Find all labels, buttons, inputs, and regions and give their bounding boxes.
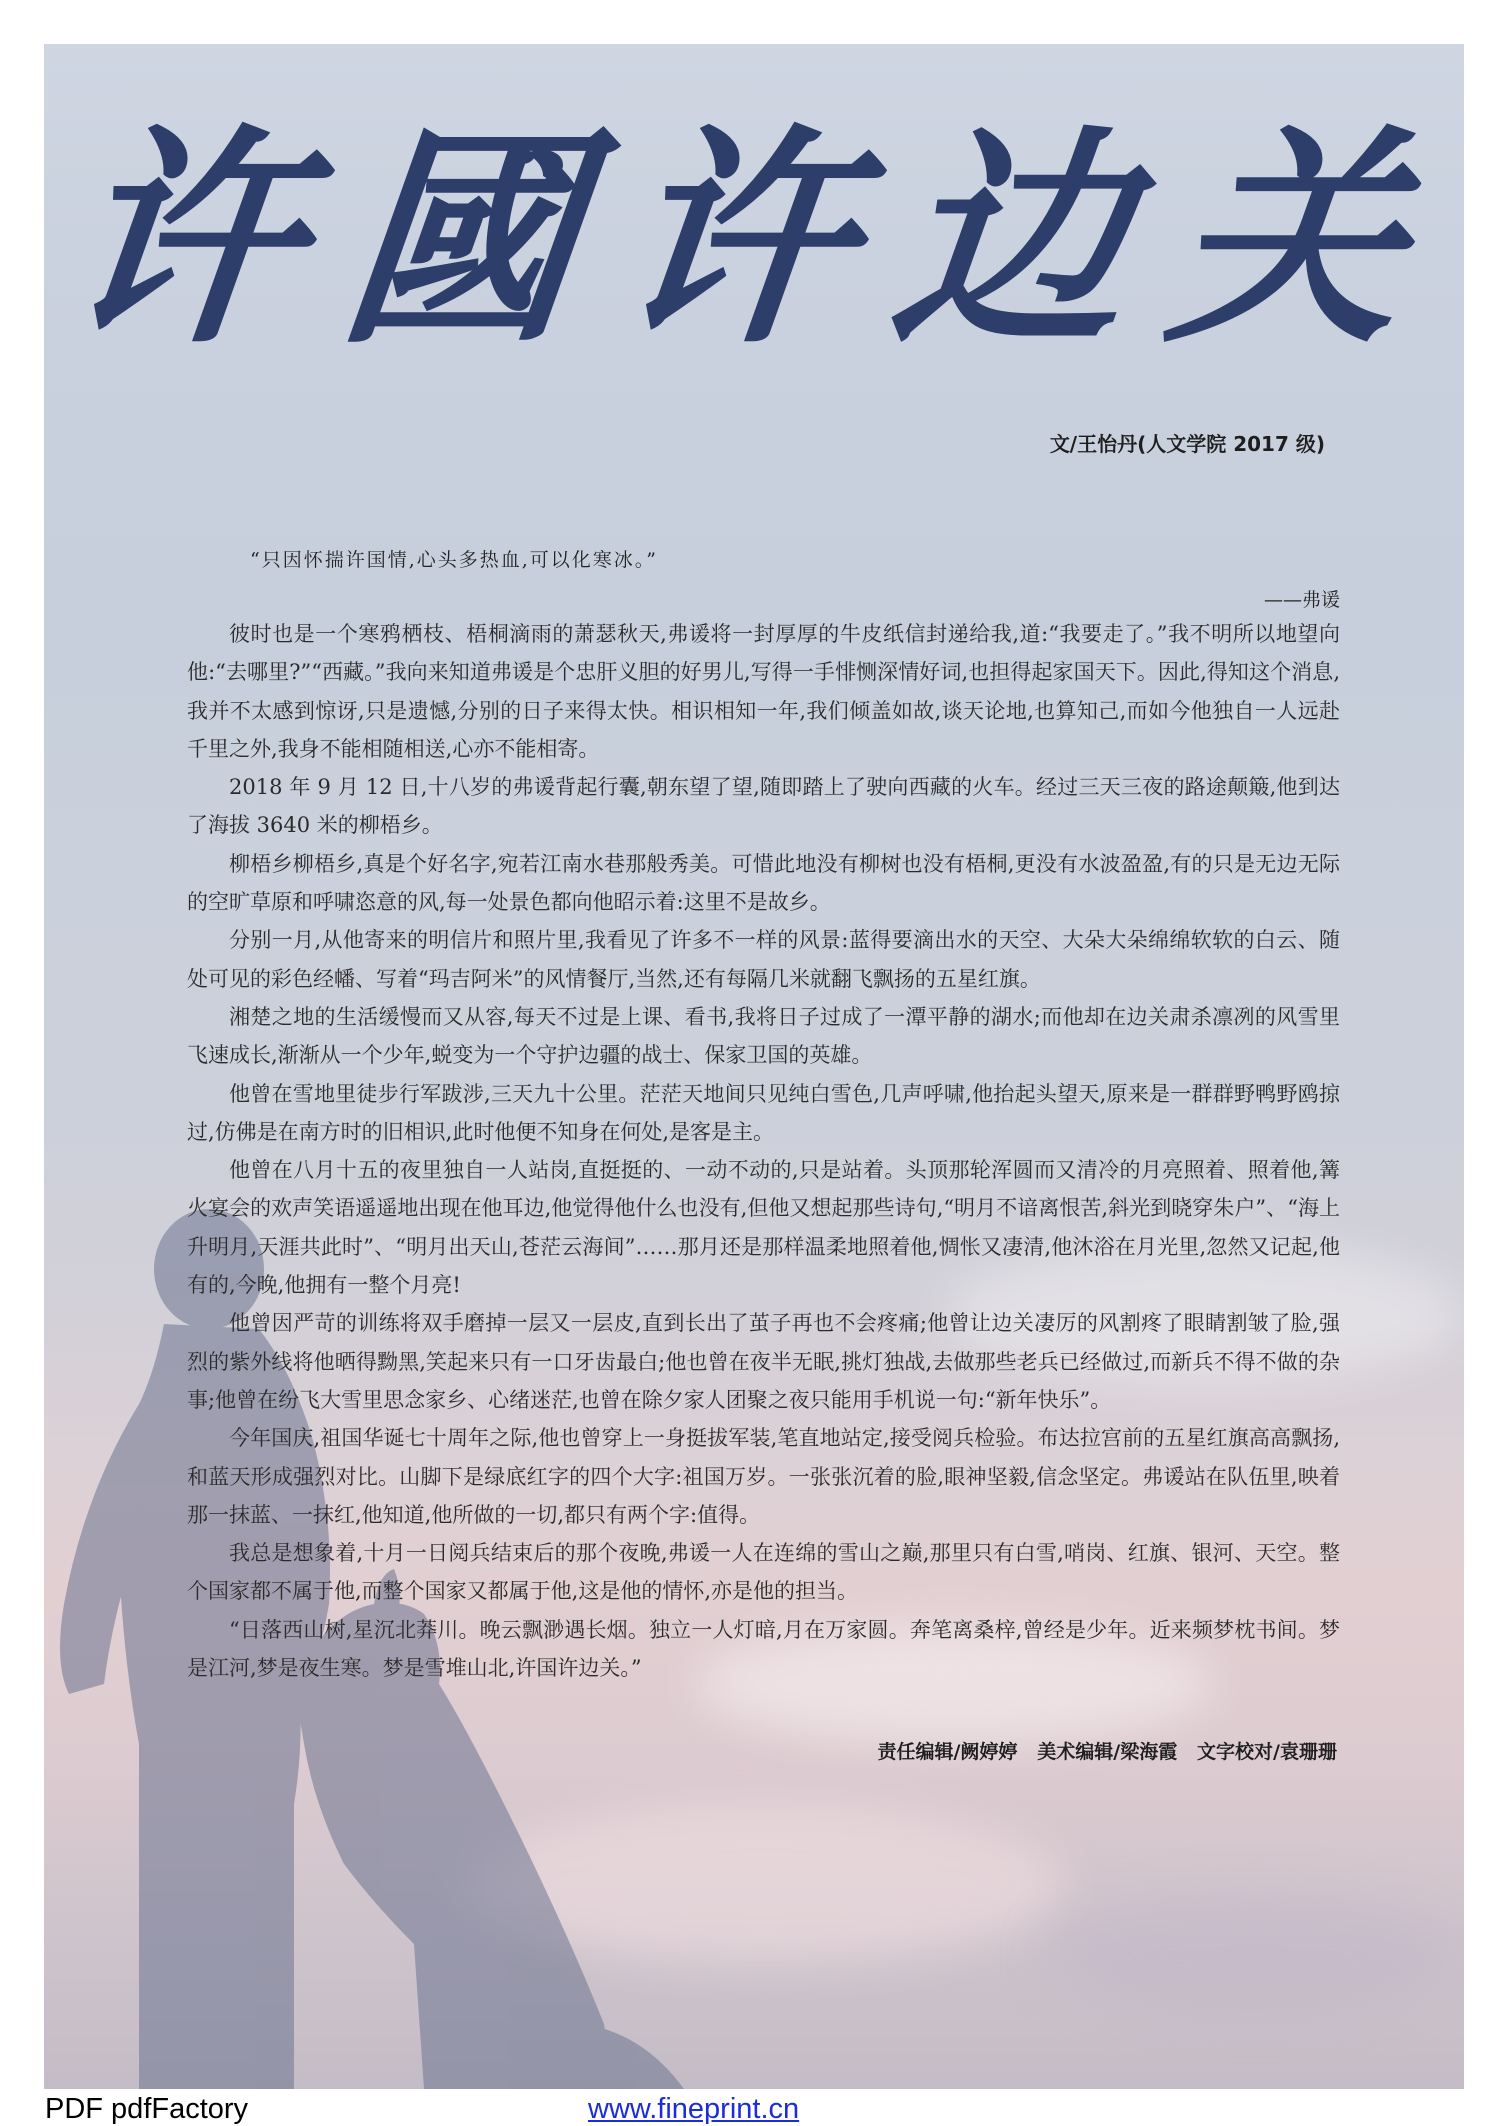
paragraph: 我总是想象着,十月一日阅兵结束后的那个夜晚,弗谖一人在连绵的雪山之巅,那里只有白雪,哨岗、红旗、银河、天空。整个国家都不属于他,而整个国家又都属于他,这是他的情怀,亦是他的担当。	[187, 1541, 1340, 1604]
title-char: 许	[606, 105, 874, 375]
pdf-factory-watermark: PDF pdfFactory	[45, 2093, 249, 2125]
paragraph: 他曾在雪地里徒步行军跋涉,三天九十公里。茫茫天地间只见纯白雪色,几声呼啸,他抬起头望天,原来是一群群野鸭野鸥掠过,仿佛是在南方时的旧相识,此时他便不知身在何处,是客是主。	[187, 1081, 1340, 1144]
article-body	[187, 615, 1340, 1687]
paragraph: “日落西山树,星沉北莽川。晚云飘渺遇长烟。独立一人灯暗,月在万家圆。奔笔离桑梓,曾经是少年。近来频梦枕书间。梦是江河,梦是夜生寒。梦是雪堆山北,许国许边关。”	[187, 1617, 1340, 1681]
title-char: 國	[330, 105, 598, 375]
paragraph: 今年国庆,祖国华诞七十周年之际,他也曾穿上一身挺拔军装,笔直地站定,接受阅兵检验。布达拉宫前的五星红旗高高飘扬,和蓝天形成强烈对比。山脚下是绿底红字的四个大字:祖国万岁。一张张沉着的脸,眼神坚毅,信念坚定。弗谖站在队伍里,映着那一抹蓝、一抹红,他知道,他所做的一切,都只有两个字:值得。	[187, 1426, 1340, 1527]
article-title	[50, 90, 1430, 390]
paragraph: 他曾因严苛的训练将双手磨掉一层又一层皮,直到长出了茧子再也不会疼痛;他曾让边关凄厉的风割疼了眼睛割皱了脸,强烈的紫外线将他晒得黝黑,笑起来只有一口牙齿最白;他也曾在夜半无眠,挑灯独战,去做那些老兵已经做过,而新兵不得不做的杂事;他曾在纷飞大雪里思念家乡、心绪迷茫,也曾在除夕家人团聚之夜只能用手机说一句:“新年快乐”。	[187, 1311, 1340, 1412]
paragraph: 彼时也是一个寒鸦栖枝、梧桐滴雨的萧瑟秋天,弗谖将一封厚厚的牛皮纸信封递给我,道:“我要走了。”我不明所以地望向他:“去哪里?”“西藏。”我向来知道弗谖是个忠肝义胆的好男儿,写得一手悱恻深情好词,也担得起家国天下。因此,得知这个消息,我并不太感到惊讶,只是遗憾,分别的日子来得太快。相识相知一年,我们倾盖如故,谈天论地,也算知己,而如今他独自一人远赴千里之外,我身不能相随相送,心亦不能相寄。	[187, 622, 1340, 761]
paragraph: 2018 年 9 月 12 日,十八岁的弗谖背起行囊,朝东望了望,随即踏上了驶向西藏的火车。经过三天三夜的路途颠簸,他到达了海拔 3640 米的柳梧乡。	[187, 775, 1340, 838]
paragraph: 柳梧乡柳梧乡,真是个好名字,宛若江南水巷那般秀美。可惜此地没有柳树也没有梧桐,更没有水波盈盈,有的只是无边无际的空旷草原和呼啸恣意的风,每一处景色都向他昭示着:这里不是故乡。	[187, 851, 1340, 915]
paragraph: 分别一月,从他寄来的明信片和照片里,我看见了许多不一样的风景:蓝得要滴出水的天空、大朵大朵绵绵软软的白云、随处可见的彩色经幡、写着“玛吉阿米”的风情餐厅,当然,还有每隔几米就翻飞飘扬的五星红旗。	[187, 928, 1340, 991]
paragraph: 他曾在八月十五的夜里独自一人站岗,直挺挺的、一动不动的,只是站着。头顶那轮浑圆而又清冷的月亮照着、照着他,篝火宴会的欢声笑语遥遥地出现在他耳边,他觉得他什么也没有,但他又想起那些诗句,“明月不谙离恨苦,斜光到晓穿朱户”、“海上升明月,天涯共此时”、“明月出天山,苍茫云海间”……那月还是那样温柔地照着他,惆怅又凄清,他沐浴在月光里,忽然又记起,他有的,今晚,他拥有一整个月亮!	[187, 1158, 1340, 1298]
title-char: 边	[882, 105, 1150, 375]
title-char: 许	[54, 105, 322, 375]
epigraph-author: ——弗谖	[1263, 589, 1340, 611]
paragraph: 湘楚之地的生活缓慢而又从容,每天不过是上课、看书,我将日子过成了一潭平静的湖水;而他却在边关肃杀凛冽的风雪里飞速成长,渐渐从一个少年,蜕变为一个守护边疆的战士、保家卫国的英雄。	[187, 1004, 1340, 1068]
epigraph-quote: “只因怀揣许国情,心头多热血,可以化寒冰。”	[250, 549, 659, 571]
editor-credits: 责任编辑/阙婷婷 美术编辑/梁海霞 文字校对/袁珊珊	[877, 1741, 1337, 1763]
fineprint-link[interactable]: www.fineprint.cn	[588, 2093, 800, 2125]
author-byline: 文/王怡丹(人文学院 2017 级)	[1049, 432, 1325, 456]
title-char: 关	[1158, 105, 1426, 375]
